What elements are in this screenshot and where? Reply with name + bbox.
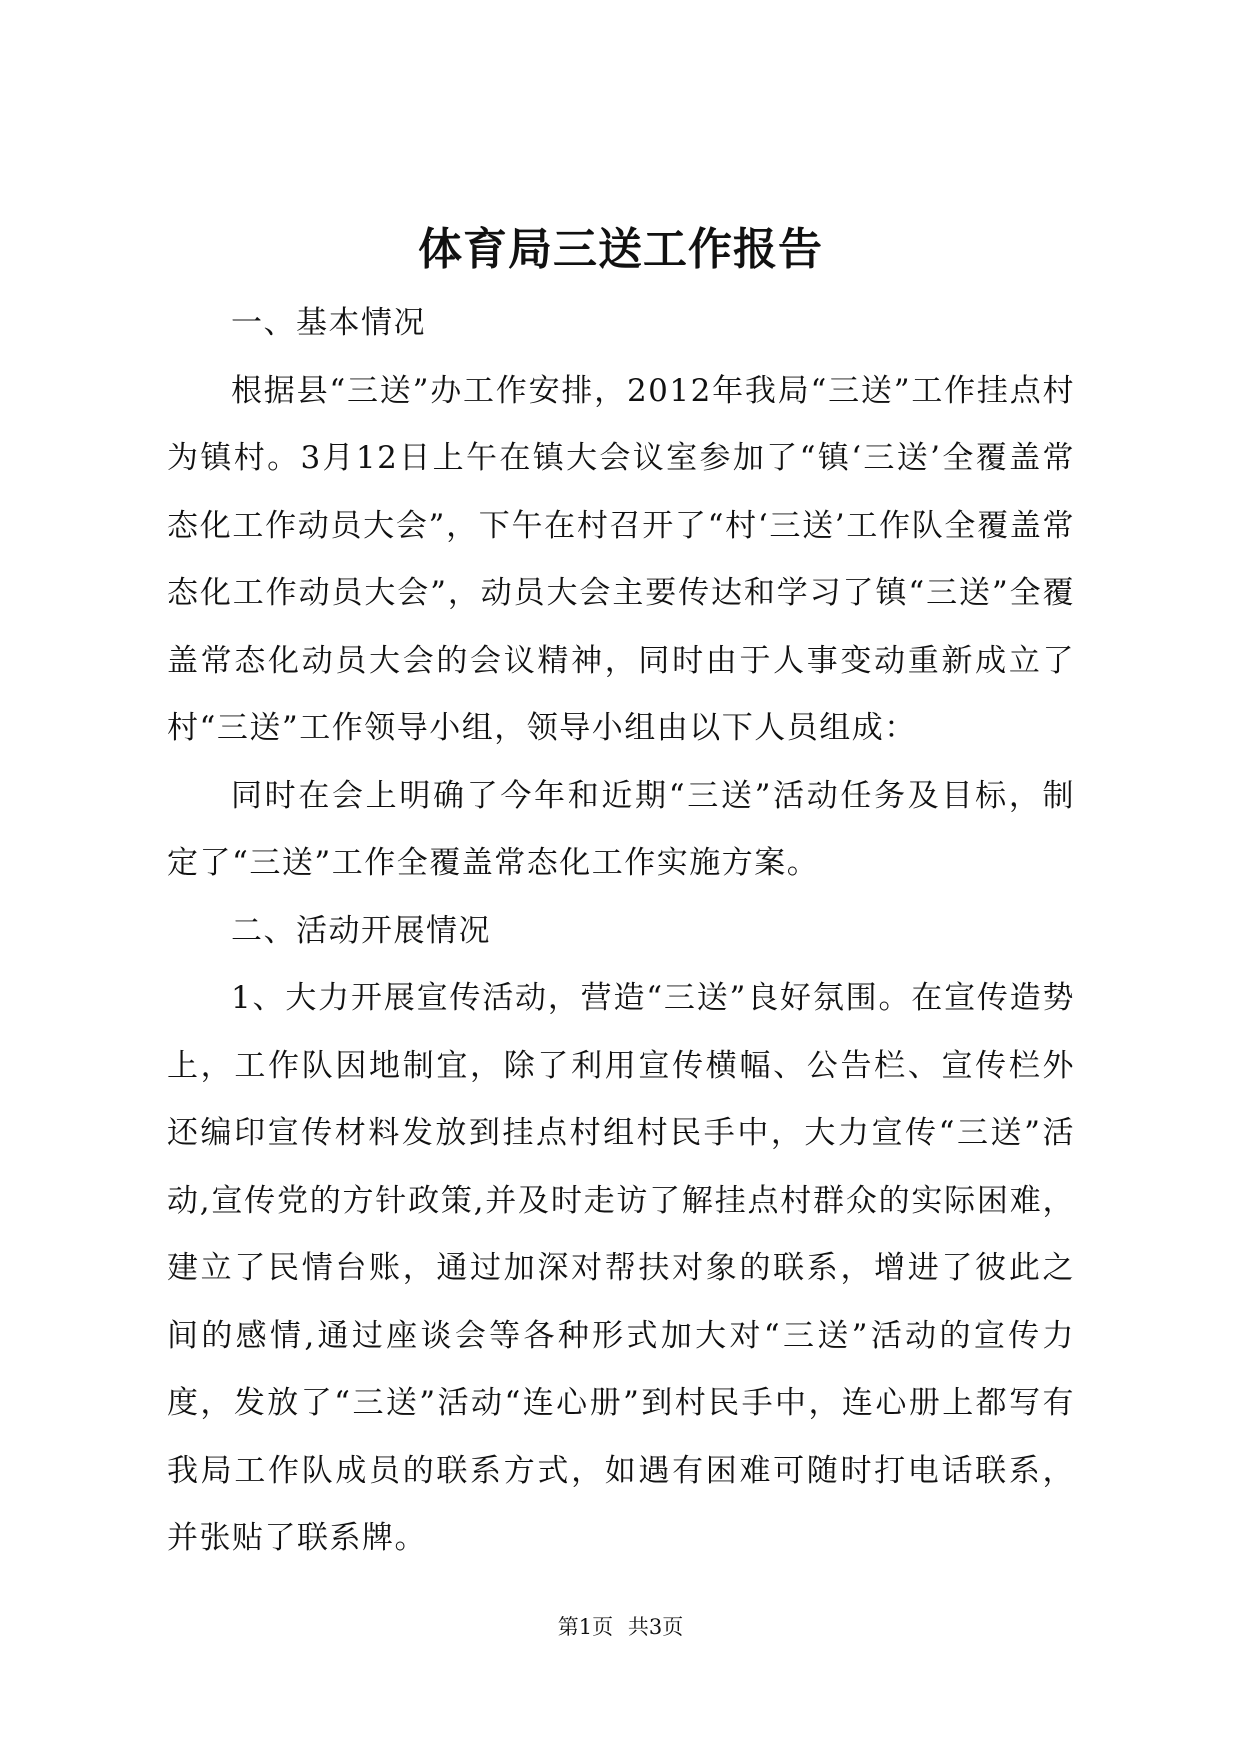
page-number: 第1页 <box>557 1615 614 1639</box>
section-heading-basic-situation: 一、基本情况 <box>231 305 426 341</box>
paragraph-basic-situation: 根据县“三送”办工作安排，2012年我局“三送”工作挂点村为镇村。3月12日上午在镇大会议室参加了“镇‘三送’全覆盖常态化工作动员大会”，下午在村召开了“村‘三送’工作队全覆盖常态化工作动员大会”，动员大会主要传达和学习了镇“三送”全覆盖常态化动员大会的会议精神，同时由于人事变动重新成立了村“三送”工作领导小组，领导小组由以下人员组成： <box>167 372 1075 746</box>
page-total: 共3页 <box>627 1615 684 1639</box>
page-footer <box>0 1612 1241 1642</box>
section-heading-activities: 二、活动开展情况 <box>231 912 491 949</box>
paragraph-publicity-activities: 1、大力开展宣传活动，营造“三送”良好氛围。在宣传造势上，工作队因地制宜，除了利用宣传横幅、公告栏、宣传栏外还编印宣传材料发放到挂点村组村民手中，大力宣传“三送”活动,宣传党的方针政策,并及时走访了解挂点村群众的实际困难，建立了民情台账，通过加深对帮扶对象的联系，增进了彼此之间的感情,通过座谈会等各种形式加大对“三送”活动的宣传力度，发放了“三送”活动“连心册”到村民手中，连心册上都写有我局工作队成员的联系方式，如遇有困难可随时打电话联系，并张贴了联系牌。 <box>167 980 1075 1556</box>
paragraph-meeting-goals: 同时在会上明确了今年和近期“三送”活动任务及目标，制定了“三送”工作全覆盖常态化工作实施方案。 <box>167 777 1075 881</box>
document-title: 体育局三送工作报告 <box>418 224 823 275</box>
document-body <box>167 290 1075 1573</box>
